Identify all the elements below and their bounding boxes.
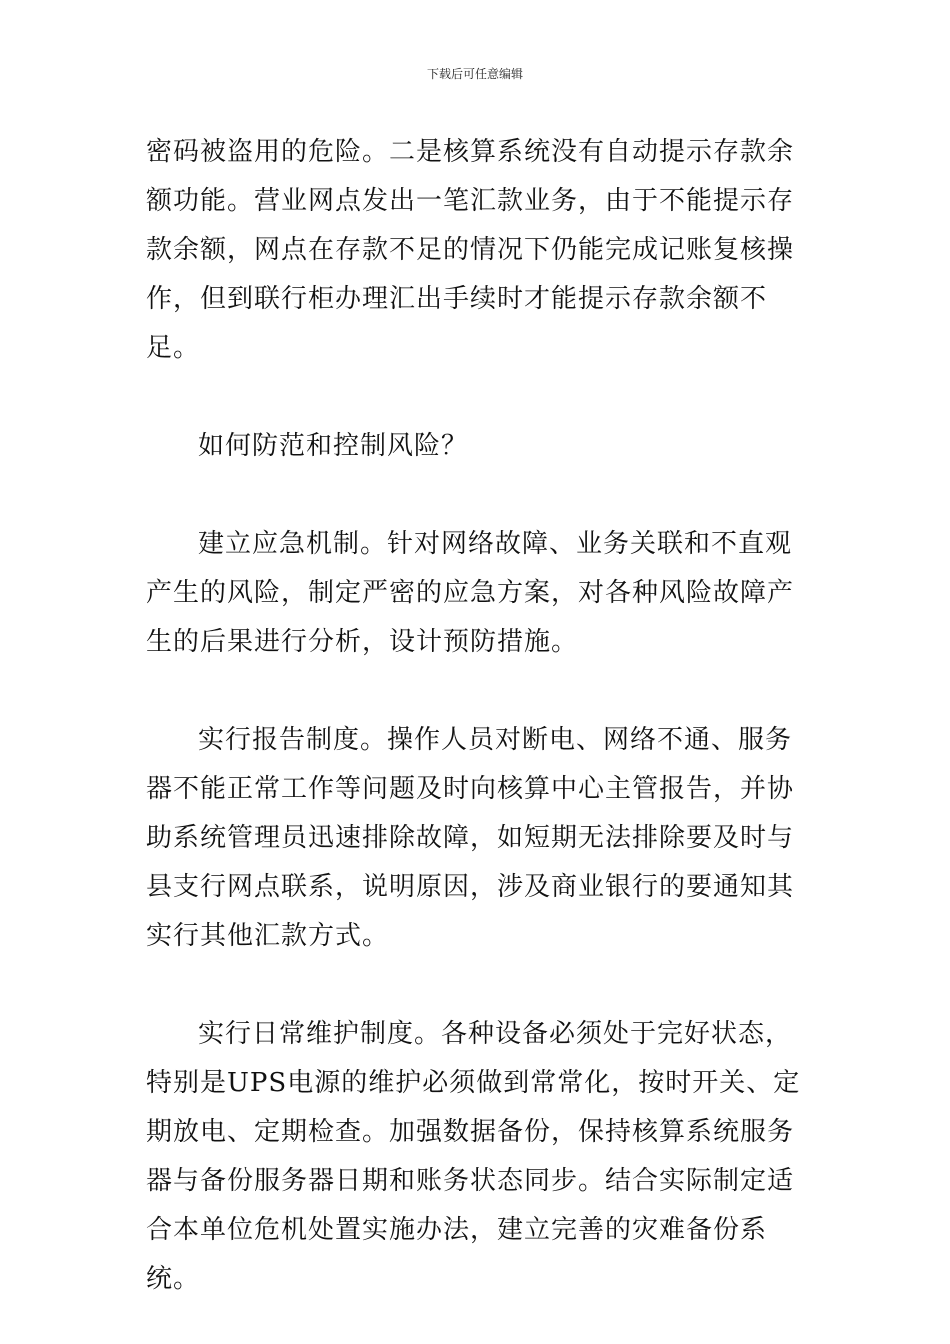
paragraph-reporting-system: 实行报告制度。操作人员对断电、网络不通、服务器不能正常工作等问题及时向核算中心主管报告，并协助系统管理员迅速排除故障，如短期无法排除要及时与县支行网点联系，说明原因，涉及商业银行的要通知其实行其他汇款方式。 xyxy=(146,725,795,951)
paragraph-gap xyxy=(146,961,816,1010)
page-header-note: 下载后可任意编辑 xyxy=(426,67,523,81)
paragraph-gap xyxy=(146,471,816,520)
paragraph-emergency-mechanism: 建立应急机制。针对网络故障、业务关联和不直观产生的风险，制定严密的应急方案，对各种风险故障产生的后果进行分析，设计预防措施。 xyxy=(146,529,795,657)
document-body xyxy=(146,128,816,1304)
paragraph-gap xyxy=(146,373,816,422)
paragraph-gap xyxy=(146,667,816,716)
paragraph-continuation: 密码被盗用的危险。二是核算系统没有自动提示存款余额功能。营业网点发出一笔汇款业务，由于不能提示存款余额，网点在存款不足的情况下仍能完成记账复核操作，但到联行柜办理汇出手续时才能提示存款余额不足。 xyxy=(146,137,795,363)
section-question: 如何防范和控制风险？ xyxy=(198,431,469,461)
paragraph-maintenance-system: 实行日常维护制度。各种设备必须处于完好状态，特别是UPS电源的维护必须做到常常化，按时开关、定期放电、定期检查。加强数据备份，保持核算系统服务器与备份服务器日期和账务状态同步。结合实际制定适合本单位危机处置实施办法，建立完善的灾难备份系统。 xyxy=(146,1019,801,1294)
